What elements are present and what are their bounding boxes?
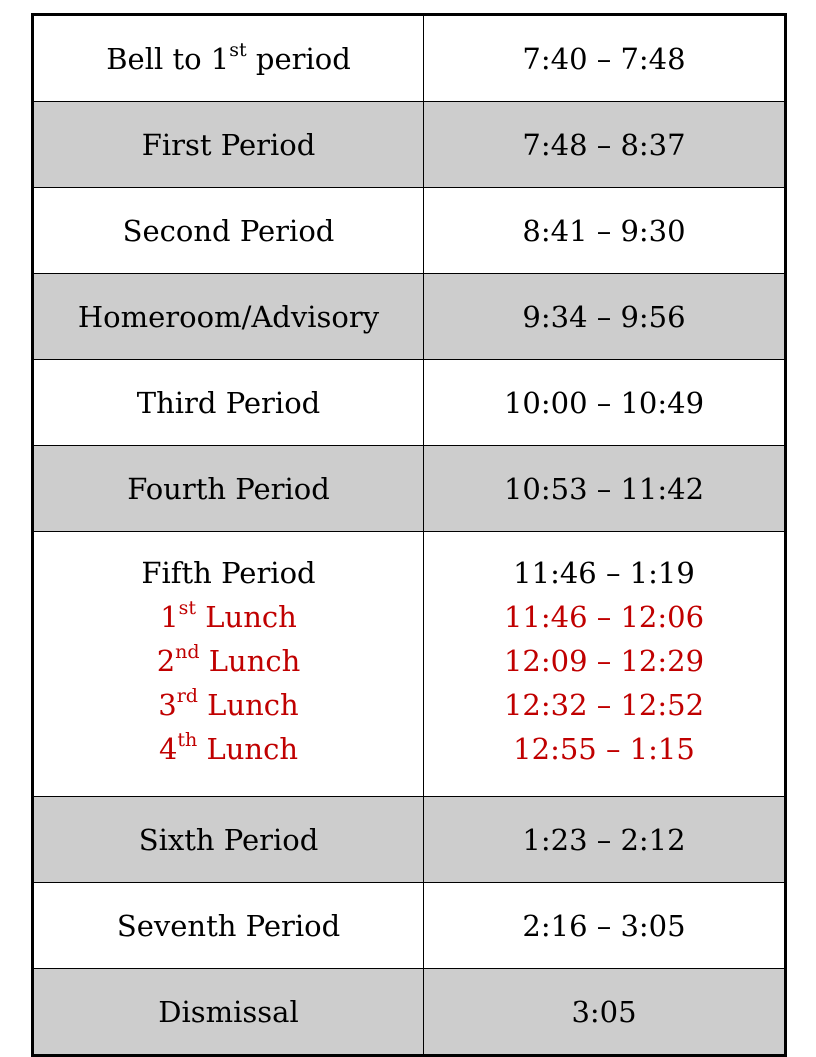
- period-cell: First Period: [33, 102, 424, 188]
- lunch-word: Lunch: [197, 732, 299, 766]
- table-row: [33, 969, 786, 1056]
- lunch-time: 12:32 – 12:52: [503, 688, 705, 722]
- lunch-number: 1: [160, 600, 179, 634]
- table-row: [33, 797, 786, 883]
- table-row: [33, 883, 786, 969]
- period-name: Bell to 1: [106, 41, 230, 76]
- lunch-label: [34, 639, 423, 683]
- lunch-number: 3: [158, 688, 177, 722]
- time-cell: 7:40 – 7:48: [424, 15, 786, 102]
- table-row: [33, 15, 786, 102]
- period-cell: [33, 15, 424, 102]
- lunch-number: 4: [158, 732, 178, 766]
- table-row: [33, 360, 786, 446]
- time-cell: 10:00 – 10:49: [424, 360, 786, 446]
- period-name: Fifth Period: [141, 556, 316, 590]
- time-cell: 9:34 – 9:56: [424, 274, 786, 360]
- lunch-time: 12:55 – 1:15: [513, 732, 695, 766]
- period-cell: Dismissal: [33, 969, 424, 1056]
- lunch-number: 2: [156, 644, 176, 678]
- lunch-word: Lunch: [197, 688, 299, 722]
- table-row: [33, 446, 786, 532]
- period-cell: Fourth Period: [33, 446, 424, 532]
- period-cell: Second Period: [33, 188, 424, 274]
- lunch-label: [34, 683, 423, 727]
- time-cell: 1:23 – 2:12: [424, 797, 786, 883]
- lunch-ordinal-suffix: nd: [175, 641, 200, 664]
- lunch-label: [34, 595, 423, 639]
- period-cell: Seventh Period: [33, 883, 424, 969]
- bell-schedule-table: [31, 13, 787, 1057]
- period-cell: Homeroom/Advisory: [33, 274, 424, 360]
- time-cell: 8:41 – 9:30: [424, 188, 786, 274]
- period-time: 11:46 – 1:19: [513, 556, 695, 590]
- table-row: [33, 102, 786, 188]
- period-name-suffix: period: [246, 41, 351, 76]
- period-cell: Third Period: [33, 360, 424, 446]
- time-cell: 10:53 – 11:42: [424, 446, 786, 532]
- lunch-word: Lunch: [199, 644, 301, 678]
- time-cell: 3:05: [424, 969, 786, 1056]
- time-cell: 7:48 – 8:37: [424, 102, 786, 188]
- time-cell: 2:16 – 3:05: [424, 883, 786, 969]
- period-cell: Sixth Period: [33, 797, 424, 883]
- table-row: [33, 188, 786, 274]
- lunch-ordinal-suffix: rd: [176, 685, 198, 708]
- time-cell: [424, 532, 786, 797]
- table-row-lunch-block: [33, 532, 786, 797]
- lunch-time: 11:46 – 12:06: [503, 600, 705, 634]
- lunch-time: 12:09 – 12:29: [503, 644, 705, 678]
- table-row: [33, 274, 786, 360]
- lunch-ordinal-suffix: th: [177, 729, 198, 752]
- lunch-ordinal-suffix: st: [178, 597, 197, 620]
- lunch-word: Lunch: [196, 600, 297, 634]
- period-ordinal-suffix: st: [229, 38, 247, 61]
- lunch-label: [34, 727, 423, 771]
- period-cell: [33, 532, 424, 797]
